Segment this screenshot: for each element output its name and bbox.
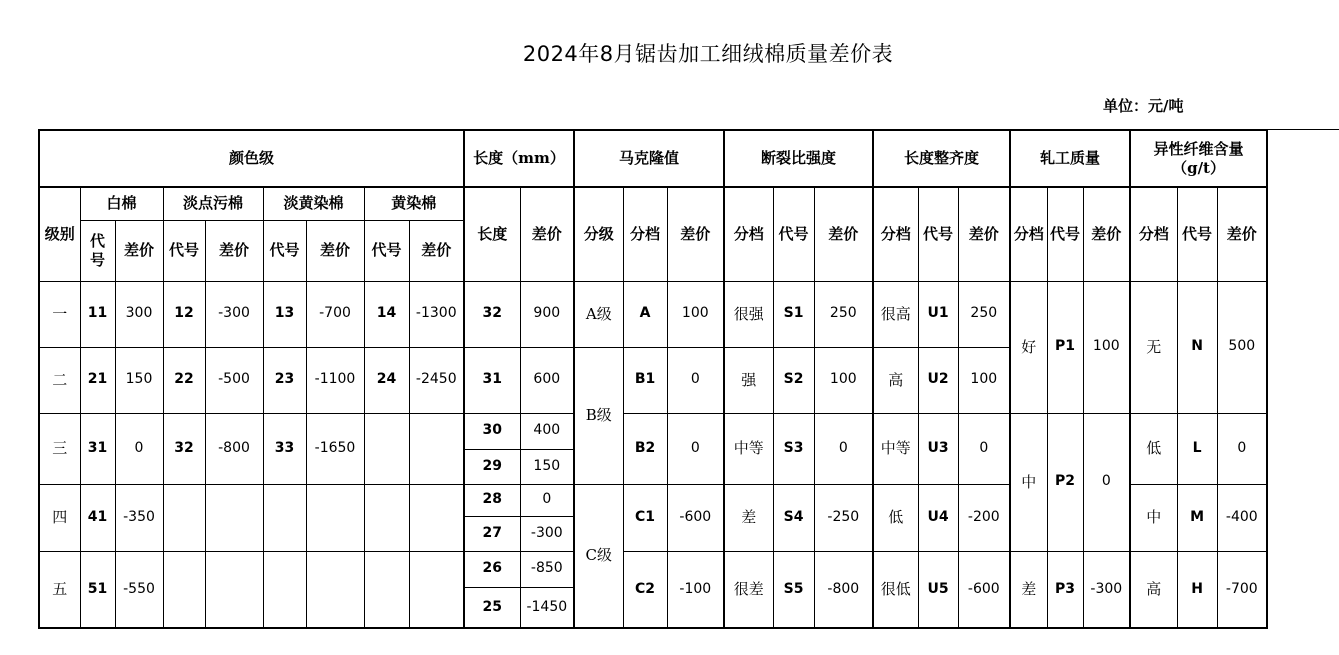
spotted-code-cell: 12 xyxy=(163,281,205,347)
uniformity-code-cell: U3 xyxy=(918,413,958,484)
ginning-code-header: 代号 xyxy=(1047,187,1083,281)
length-price-header: 差价 xyxy=(520,187,574,281)
length-value-cell: 27 xyxy=(464,516,520,551)
ginning-tier-cell: 差 xyxy=(1010,551,1047,628)
spotted-code-cell: 22 xyxy=(163,347,205,413)
length-col-header: 长度 xyxy=(464,187,520,281)
yellow-price-cell: -2450 xyxy=(409,347,464,413)
mic-tier-cell: B2 xyxy=(623,413,667,484)
foreign-price-cell: 500 xyxy=(1217,281,1267,413)
strength-tier-header: 分档 xyxy=(724,187,773,281)
group-length-header: 长度（mm） xyxy=(464,130,574,187)
uniformity-code-cell: U5 xyxy=(918,551,958,628)
group-color-header: 颜色级 xyxy=(39,130,464,187)
white-code-cell: 11 xyxy=(80,281,115,347)
light-yellow-code-header: 代号 xyxy=(263,220,306,281)
mic-level-cell: B级 xyxy=(574,347,623,484)
light-yellow-price-header: 差价 xyxy=(306,220,364,281)
spotted-price-cell: -500 xyxy=(205,347,263,413)
ginning-code-cell: P2 xyxy=(1047,413,1083,551)
white-code-cell: 41 xyxy=(80,484,115,551)
yellow-price-cell xyxy=(409,413,464,484)
mic-level-header: 分级 xyxy=(574,187,623,281)
ginning-tier-header: 分档 xyxy=(1010,187,1047,281)
strength-price-cell: -250 xyxy=(814,484,873,551)
light-yellow-price-cell: -700 xyxy=(306,281,364,347)
strength-price-cell: -800 xyxy=(814,551,873,628)
ginning-price-cell: 0 xyxy=(1083,413,1130,551)
ginning-tier-cell: 中 xyxy=(1010,413,1047,551)
yellow-code-cell: 14 xyxy=(364,281,409,347)
white-code-header xyxy=(80,220,115,281)
mic-price-cell: 0 xyxy=(667,347,724,413)
length-price-cell: 0 xyxy=(520,484,574,516)
strength-price-header: 差价 xyxy=(814,187,873,281)
length-value-cell: 29 xyxy=(464,449,520,484)
yellow-price-cell xyxy=(409,551,464,628)
spotted-price-header: 差价 xyxy=(205,220,263,281)
length-value-cell: 32 xyxy=(464,281,520,347)
ginning-price-header: 差价 xyxy=(1083,187,1130,281)
ginning-tier-cell: 好 xyxy=(1010,281,1047,413)
ginning-code-cell: P1 xyxy=(1047,281,1083,413)
mic-tier-cell: C2 xyxy=(623,551,667,628)
white-price-cell: -350 xyxy=(115,484,163,551)
mic-tier-cell: A xyxy=(623,281,667,347)
white-price-cell: 0 xyxy=(115,413,163,484)
foreign-unit: （g/t） xyxy=(1172,158,1225,177)
white-price-cell: 300 xyxy=(115,281,163,347)
mic-price-cell: 100 xyxy=(667,281,724,347)
length-value-cell: 30 xyxy=(464,413,520,449)
group-uniformity-header: 长度整齐度 xyxy=(873,130,1010,187)
white-cotton-header: 白棉 xyxy=(80,187,163,220)
foreign-price-header: 差价 xyxy=(1217,187,1267,281)
yellow-price-cell xyxy=(409,484,464,551)
length-value-cell: 31 xyxy=(464,347,520,413)
spotted-code-cell xyxy=(163,484,205,551)
divider-line xyxy=(1265,129,1339,130)
white-price-cell: -550 xyxy=(115,551,163,628)
spotted-price-cell: -300 xyxy=(205,281,263,347)
yellow-code-cell xyxy=(364,484,409,551)
length-value-cell: 25 xyxy=(464,587,520,628)
ginning-price-cell: -300 xyxy=(1083,551,1130,628)
length-price-cell: 900 xyxy=(520,281,574,347)
yellow-code-cell xyxy=(364,551,409,628)
foreign-title: 异性纤维含量 xyxy=(1153,139,1244,158)
yellow-code-cell: 24 xyxy=(364,347,409,413)
foreign-tier-cell: 无 xyxy=(1130,281,1177,413)
mic-level-cell: A级 xyxy=(574,281,623,347)
spotted-price-cell: -800 xyxy=(205,413,263,484)
foreign-tier-cell: 高 xyxy=(1130,551,1177,628)
page-title: 2024年8月锯齿加工细绒棉质量差价表 xyxy=(522,42,894,66)
grade-cell: 二 xyxy=(39,347,80,413)
uniformity-tier-cell: 很低 xyxy=(873,551,918,628)
mic-price-cell: -600 xyxy=(667,484,724,551)
light-yellow-code-cell: 33 xyxy=(263,413,306,484)
strength-price-cell: 100 xyxy=(814,347,873,413)
spotted-code-cell xyxy=(163,551,205,628)
grade-cell: 四 xyxy=(39,484,80,551)
light-yellow-code-cell: 13 xyxy=(263,281,306,347)
white-code-cell: 21 xyxy=(80,347,115,413)
grade-header: 级别 xyxy=(39,187,80,281)
yellow-code-header: 代号 xyxy=(364,220,409,281)
ginning-price-cell: 100 xyxy=(1083,281,1130,413)
price-table xyxy=(38,129,1268,629)
strength-code-cell: S3 xyxy=(773,413,814,484)
foreign-code-cell: H xyxy=(1177,551,1217,628)
strength-tier-cell: 很强 xyxy=(724,281,773,347)
light-yellow-code-cell xyxy=(263,484,306,551)
spotted-cotton-header: 淡点污棉 xyxy=(163,187,263,220)
uniformity-tier-cell: 低 xyxy=(873,484,918,551)
uniformity-price-header: 差价 xyxy=(958,187,1010,281)
length-value-cell: 28 xyxy=(464,484,520,516)
light-yellow-price-cell: -1100 xyxy=(306,347,364,413)
code-char-1: 代 xyxy=(89,231,105,250)
mic-price-cell: 0 xyxy=(667,413,724,484)
yellow-price-cell: -1300 xyxy=(409,281,464,347)
foreign-code-cell: M xyxy=(1177,484,1217,551)
strength-code-cell: S4 xyxy=(773,484,814,551)
foreign-code-cell: L xyxy=(1177,413,1217,484)
length-price-cell: 400 xyxy=(520,413,574,449)
mic-price-cell: -100 xyxy=(667,551,724,628)
length-price-cell: -1450 xyxy=(520,587,574,628)
uniformity-tier-cell: 高 xyxy=(873,347,918,413)
ginning-code-cell: P3 xyxy=(1047,551,1083,628)
yellow-cotton-header: 黄染棉 xyxy=(364,187,464,220)
length-price-cell: 150 xyxy=(520,449,574,484)
white-price-cell: 150 xyxy=(115,347,163,413)
mic-price-header: 差价 xyxy=(667,187,724,281)
light-yellow-cotton-header: 淡黄染棉 xyxy=(263,187,364,220)
light-yellow-price-cell xyxy=(306,551,364,628)
group-mic-header: 马克隆值 xyxy=(574,130,724,187)
length-value-cell: 26 xyxy=(464,551,520,587)
group-strength-header: 断裂比强度 xyxy=(724,130,873,187)
grade-cell: 一 xyxy=(39,281,80,347)
yellow-price-header: 差价 xyxy=(409,220,464,281)
strength-tier-cell: 很差 xyxy=(724,551,773,628)
spotted-code-header: 代号 xyxy=(163,220,205,281)
grade-cell: 五 xyxy=(39,551,80,628)
foreign-price-cell: -400 xyxy=(1217,484,1267,551)
uniformity-price-cell: 250 xyxy=(958,281,1010,347)
foreign-code-cell: N xyxy=(1177,281,1217,413)
grade-cell: 三 xyxy=(39,413,80,484)
uniformity-tier-header: 分档 xyxy=(873,187,918,281)
yellow-code-cell xyxy=(364,413,409,484)
spotted-code-cell: 32 xyxy=(163,413,205,484)
foreign-price-cell: -700 xyxy=(1217,551,1267,628)
strength-tier-cell: 中等 xyxy=(724,413,773,484)
length-price-cell: -850 xyxy=(520,551,574,587)
uniformity-code-cell: U4 xyxy=(918,484,958,551)
uniformity-code-cell: U1 xyxy=(918,281,958,347)
strength-tier-cell: 差 xyxy=(724,484,773,551)
strength-tier-cell: 强 xyxy=(724,347,773,413)
light-yellow-code-cell: 23 xyxy=(263,347,306,413)
white-code-cell: 51 xyxy=(80,551,115,628)
strength-price-cell: 250 xyxy=(814,281,873,347)
foreign-code-header: 代号 xyxy=(1177,187,1217,281)
uniformity-price-cell: 100 xyxy=(958,347,1010,413)
strength-code-cell: S2 xyxy=(773,347,814,413)
spotted-price-cell xyxy=(205,551,263,628)
uniformity-code-cell: U2 xyxy=(918,347,958,413)
unit-label: 单位：元/吨 xyxy=(1103,97,1184,115)
white-code-cell: 31 xyxy=(80,413,115,484)
strength-code-cell: S5 xyxy=(773,551,814,628)
white-price-header: 差价 xyxy=(115,220,163,281)
light-yellow-price-cell xyxy=(306,484,364,551)
mic-tier-cell: C1 xyxy=(623,484,667,551)
length-price-cell: -300 xyxy=(520,516,574,551)
mic-level-cell: C级 xyxy=(574,484,623,628)
foreign-tier-cell: 低 xyxy=(1130,413,1177,484)
uniformity-tier-cell: 中等 xyxy=(873,413,918,484)
code-char-2: 号 xyxy=(89,250,105,269)
strength-code-header: 代号 xyxy=(773,187,814,281)
length-price-cell: 600 xyxy=(520,347,574,413)
foreign-price-cell: 0 xyxy=(1217,413,1267,484)
foreign-tier-header: 分档 xyxy=(1130,187,1177,281)
strength-price-cell: 0 xyxy=(814,413,873,484)
group-foreign-header xyxy=(1130,130,1267,187)
uniformity-price-cell: -600 xyxy=(958,551,1010,628)
light-yellow-code-cell xyxy=(263,551,306,628)
group-ginning-header: 轧工质量 xyxy=(1010,130,1130,187)
uniformity-price-cell: -200 xyxy=(958,484,1010,551)
foreign-tier-cell: 中 xyxy=(1130,484,1177,551)
spotted-price-cell xyxy=(205,484,263,551)
uniformity-code-header: 代号 xyxy=(918,187,958,281)
mic-tier-header: 分档 xyxy=(623,187,667,281)
light-yellow-price-cell: -1650 xyxy=(306,413,364,484)
uniformity-price-cell: 0 xyxy=(958,413,1010,484)
uniformity-tier-cell: 很高 xyxy=(873,281,918,347)
mic-tier-cell: B1 xyxy=(623,347,667,413)
strength-code-cell: S1 xyxy=(773,281,814,347)
